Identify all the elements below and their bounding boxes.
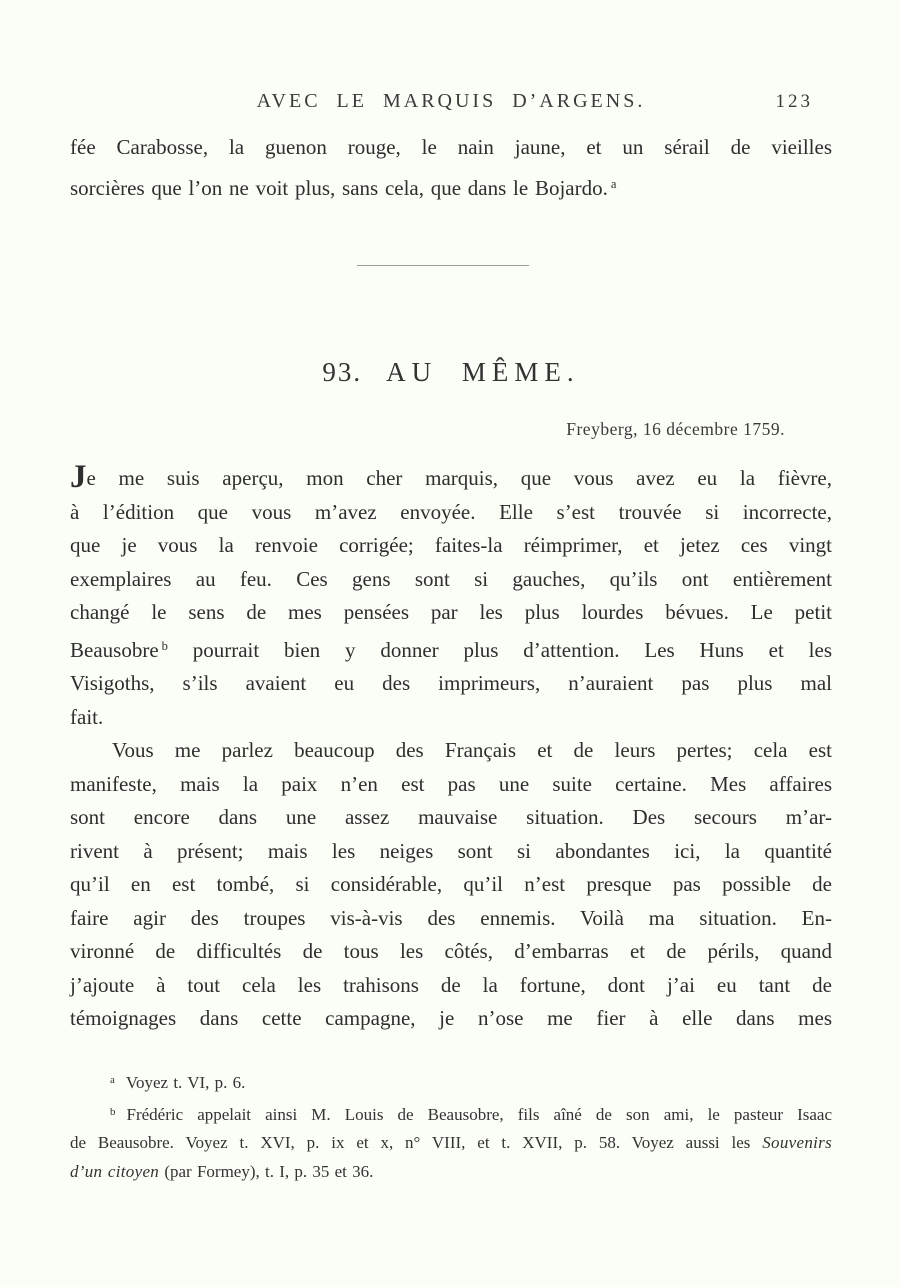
text-line [70,630,832,668]
text-segment: Beausobre [70,637,159,662]
italic-title-segment: Souvenirs [762,1133,832,1152]
text-line: que je vous la renvoie corrigée; faites-la réimprimer, et jetez ces vingt [70,533,832,557]
text-line: qu’il en est tombé, si considérable, qu’il n’est presque pas possible de [70,872,832,896]
text-line: rivent à présent; mais les neiges sont si abondantes ici, la quantité [70,838,832,863]
footnotes [70,1066,832,1186]
letter-heading [70,357,832,388]
footnote-a-text: Voyez t. VI, p. 6. [125,1073,246,1092]
text-line: sont encore dans une assez mauvaise situation. Des secours m’ar- [70,805,832,829]
footnote-a-mark: a [110,1074,115,1086]
footnote-a [70,1066,832,1098]
text-segment: Frédéric appelait ainsi M. Louis de Beausobre, fils aîné de son ami, le pasteur Isaac [126,1104,832,1124]
text-line: fée Carabosse, la guenon rouge, le nain jaune, et un sérail de vieilles [70,135,832,159]
footnote-ref-a: a [610,177,617,191]
text-line: à l’édition que vous m’avez envoyée. Elle s’est trouvée si incorrecte, [70,499,832,524]
text-segment: de Beausobre. Voyez t. XVI, p. ix et x, n° VIII, et t. XVII, p. 58. Voyez aussi les [70,1133,763,1152]
section-divider-rule [357,265,529,266]
text-line: exemplaires au feu. Ces gens sont si gauches, qu’ils ont entièrement [70,566,832,591]
text-line: témoignages dans cette campagne, je n’ose me fier à elle dans mes [70,1006,832,1030]
letter-number: 93. [322,357,363,387]
text-line: vironné de difficultés de tous les côtés, d’embarras et de périls, quand [70,939,832,963]
footnote-b-line [70,1158,832,1187]
footnote-b-line [70,1098,832,1130]
text-segment: (par Formey), t. I, p. 35 et 36. [159,1161,374,1181]
text-segment: pourrait bien y donner plus d’attention. Les Huns et les [167,637,832,662]
footnote-b-mark: b [110,1105,116,1118]
italic-title-segment: d’un citoyen [70,1161,160,1181]
text-segment: e me suis aperçu, mon cher marquis, que vous avez eu la fièvre, [86,466,832,490]
text-segment: sorcières que l’on ne voit plus, sans cela, que dans le Bojardo. [70,176,608,200]
running-head [70,90,832,120]
previous-letter-continuation [70,129,832,207]
letter-title: AU MÊME. [386,357,580,387]
text-line: changé le sens de mes pensées par les plus lourdes bévues. Le petit [70,600,832,624]
letter-body [70,459,832,1036]
text-line: j’ajoute à tout cela les trahisons de la fortune, dont j’ai eu tant de [70,972,832,997]
footnote-ref-b: b [161,638,168,653]
text-line: fait. [70,704,104,729]
footnote-b-line [70,1129,832,1158]
running-title: AVEC LE MARQUIS D’ARGENS. [256,90,646,112]
text-line: Vous me parlez beaucoup des Français et de leurs pertes; cela est [112,738,832,762]
text-line: Visigoths, s’ils avaient eu des imprimeurs, n’auraient pas plus mal [70,671,832,695]
text-line [70,459,832,496]
initial-capital: J [70,459,87,495]
text-line: manifeste, mais la paix n’en est pas une suite certaine. Mes affaires [70,771,832,796]
text-line [70,166,832,207]
text-line: faire agir des troupes vis-à-vis des ennemis. Voilà ma situation. En- [70,905,832,930]
dateline: Freyberg, 16 décembre 1759. [566,419,785,439]
page-number: 123 [775,91,813,112]
